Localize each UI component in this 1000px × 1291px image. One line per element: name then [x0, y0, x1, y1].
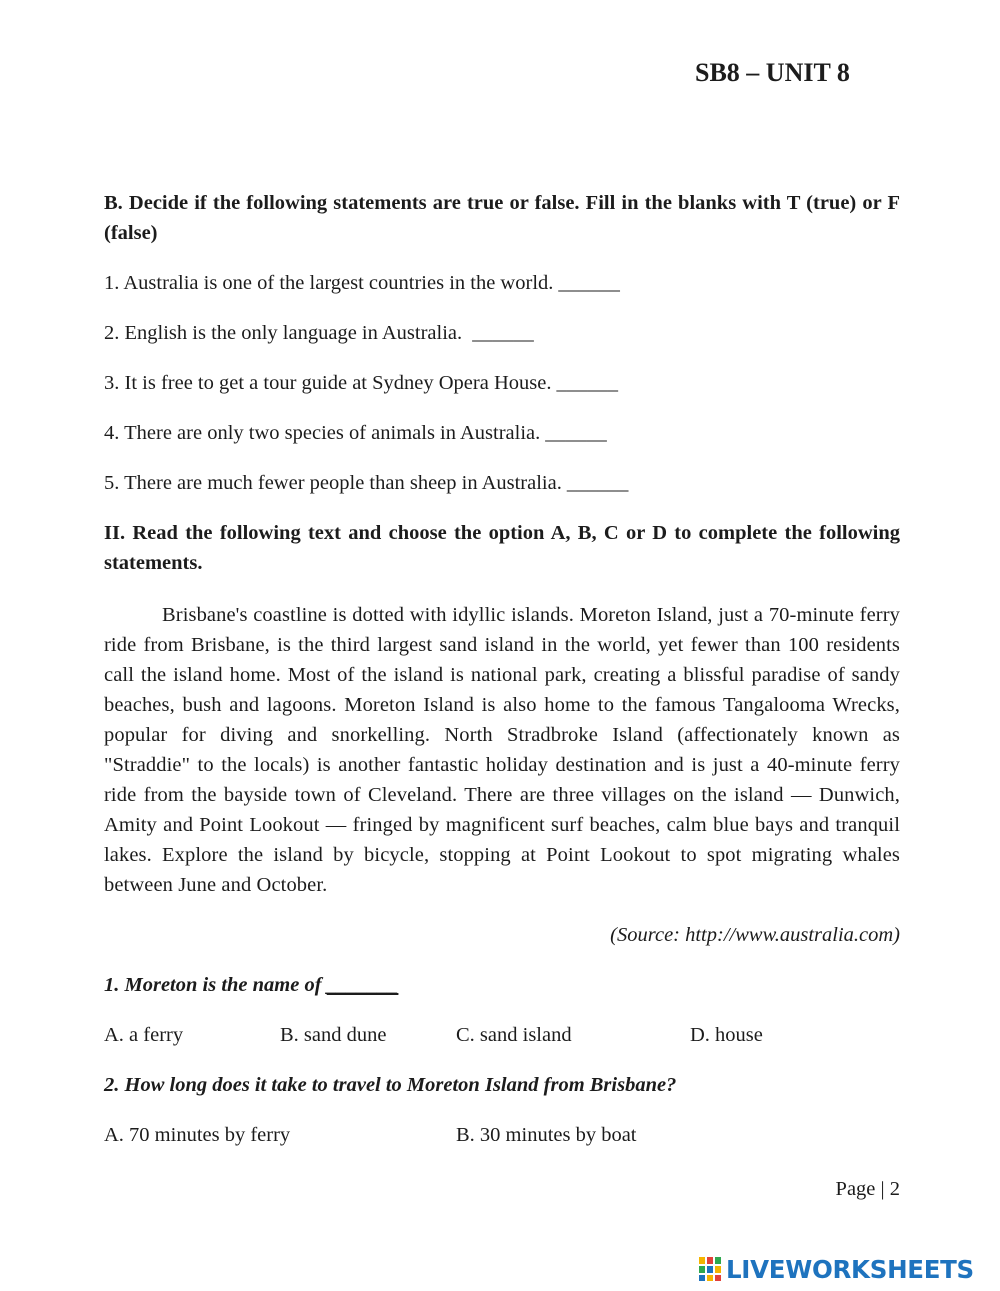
statement-text: 4. There are only two species of animals in Australia.	[104, 422, 541, 444]
page-header-title: SB8 – UNIT 8	[695, 58, 850, 87]
liveworksheets-brand[interactable]	[698, 1254, 974, 1284]
question-text: 1. Moreton is the name of	[104, 974, 327, 996]
question-2-options	[104, 1120, 900, 1150]
option-a[interactable]: A. 70 minutes by ferry	[104, 1124, 291, 1146]
answer-blank[interactable]: ______	[566, 472, 629, 494]
question-1-options	[104, 1020, 900, 1050]
option-b[interactable]: B. sand dune	[280, 1024, 387, 1046]
reading-passage: Brisbane's coastline is dotted with idyllic islands. Moreton Island, just a 70-minute ferry ride from Brisbane, is the third largest sand island in the world, yet fewer than 100 residents call the island home. Most of the island is national park, creating a blissful paradise of sandy beaches, bush and lagoons. Moreton Island is also home to the famous Tangalooma Wrecks, popular for diving and snorkelling. North Stradbroke Island (affectionately known as "Straddie" to the locals) is another fantastic holiday destination and is just a 40-minute ferry ride from the bayside town of Cleveland. There are three villages on the island — Dunwich, Amity and Point Lookout — fringed by magnificent surf beaches, calm blue bays and tranquil lakes. Explore the island by bicycle, stopping at Point Lookout to spot migrating whales between June and October.	[104, 604, 900, 896]
page-number: Page | 2	[835, 1178, 900, 1200]
option-b[interactable]: B. 30 minutes by boat	[456, 1124, 637, 1146]
answer-blank[interactable]: ______	[545, 422, 607, 444]
statement-3	[104, 368, 900, 398]
passage-source: (Source: http://www.australia.com)	[610, 924, 900, 946]
answer-blank[interactable]: ______	[556, 372, 618, 394]
option-a[interactable]: A. a ferry	[104, 1024, 184, 1046]
answer-blank[interactable]: ______	[558, 272, 620, 294]
section-2-heading: II. Read the following text and choose the option A, B, C or D to complete the following statements.	[104, 522, 900, 574]
statement-text: 2. English is the only language in Australia.	[104, 322, 468, 344]
statement-text: 5. There are much fewer people than sheep in Australia.	[104, 472, 562, 494]
statement-text: 1. Australia is one of the largest countries in the world.	[104, 272, 554, 294]
statement-4	[104, 418, 900, 448]
question-1	[104, 970, 900, 1000]
worksheet-content	[104, 188, 900, 1150]
question-2: 2. How long does it take to travel to Moreton Island from Brisbane?	[104, 1074, 677, 1096]
liveworksheets-logo-icon	[698, 1256, 722, 1282]
section-b-heading: B. Decide if the following statements are true or false. Fill in the blanks with T (true) or F (false)	[104, 192, 900, 244]
option-c[interactable]: C. sand island	[456, 1024, 572, 1046]
answer-blank[interactable]: ______	[472, 322, 534, 344]
statement-1	[104, 268, 900, 298]
statement-2	[104, 318, 900, 348]
brand-name: LIVEWORKSHEETS	[726, 1254, 974, 1284]
statement-text: 3. It is free to get a tour guide at Sydney Opera House.	[104, 372, 552, 394]
answer-blank[interactable]: _______	[326, 974, 399, 996]
statement-5	[104, 468, 900, 498]
option-d[interactable]: D. house	[690, 1024, 763, 1046]
